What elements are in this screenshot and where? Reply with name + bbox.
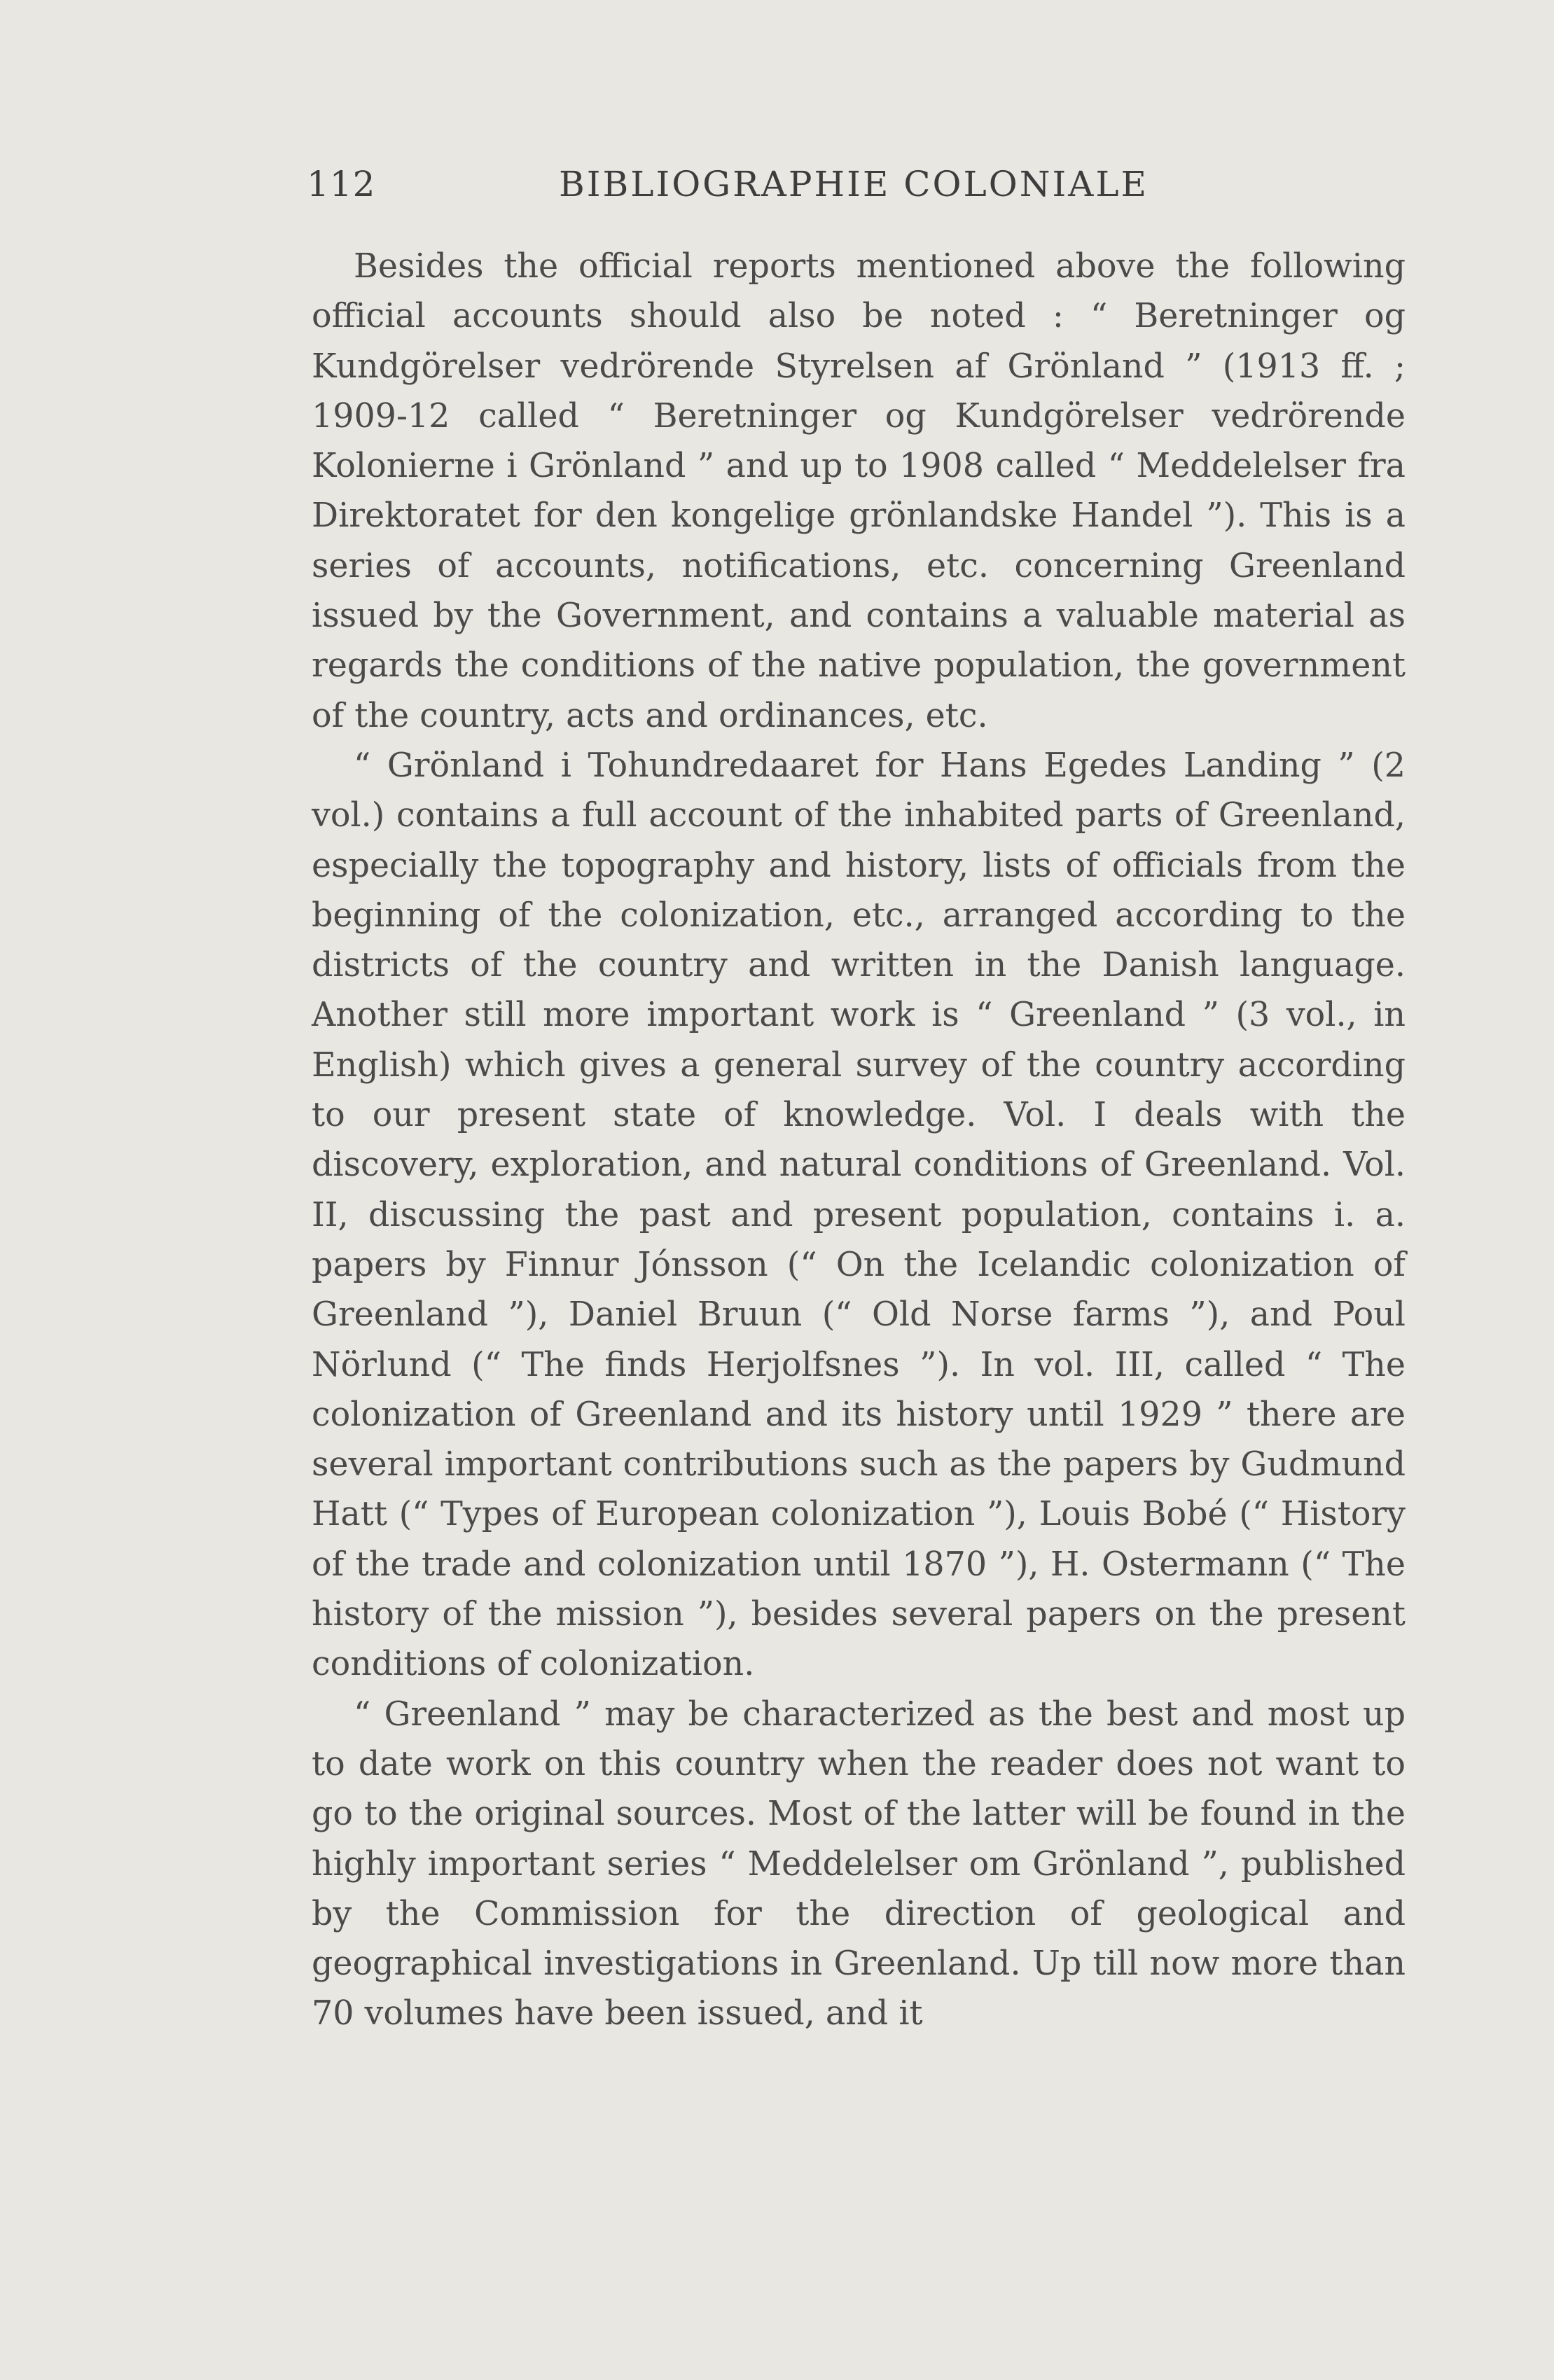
body-text	[312, 242, 1406, 2039]
running-title: BIBLIOGRAPHIE COLONIALE	[559, 164, 1149, 204]
paragraph-official-accounts: Besides the official reports mentioned above the following official accounts should also be noted : “ Beretninger og Kundgörelser vedrörende Styrelsen af Grönland ” (1913 ff. ; 1909-12 called “ Beretninger og Kundgörelser vedrörende Kolonierne i Grönland ” and up to 1908 called “ Meddelelser fra Direktoratet for den kongelige grönlandske Handel ”). This is a series of accounts, notifications, etc. concerning Greenland issued by the Government, and contains a valuable material as regards the conditions of the native population, the government of the country, acts and ordinances, etc.	[312, 247, 1406, 735]
page-number: 112	[307, 164, 376, 204]
paragraph-greenland-characterized: “ Greenland ” may be characterized as the best and most up to date work on this country when the reader does not want to go to the original sources. Most of the latter will be found in the highly important series “ Meddelelser om Grönland ”, published by the Commission for the direction of geological and geographical investigations in Greenland. Up till now more than 70 volumes have been issued, and it	[312, 1694, 1406, 2033]
paragraph-gronland-works: “ Grönland i Tohundredaaret for Hans Egedes Landing ” (2 vol.) contains a full account of the inhabited parts of Greenland, especially the topography and history, lists of officials from the beginning of the colonization, etc., arranged according to the districts of the country and written in the Danish language. Another still more important work is “ Greenland ” (3 vol., in English) which gives a general survey of the country according to our present state of knowledge. Vol. I deals with the discovery, exploration, and natural conditions of Greenland. Vol. II, discussing the past and present population, contains i. a. papers by Finnur Jónsson (“ On the Icelandic colonization of Greenland ”), Daniel Bruun (“ Old Norse farms ”), and Poul Nörlund (“ The finds Herjolfsnes ”). In vol. III, called “ The colonization of Greenland and its history until 1929 ” there are several important contributions such as the papers by Gudmund Hatt (“ Types of European colonization ”), Louis Bobé (“ History of the trade and colonization until 1870 ”), H. Ostermann (“ The history of the mission ”), besides several papers on the present conditions of colonization.	[312, 746, 1406, 1684]
page-header	[307, 164, 1406, 220]
